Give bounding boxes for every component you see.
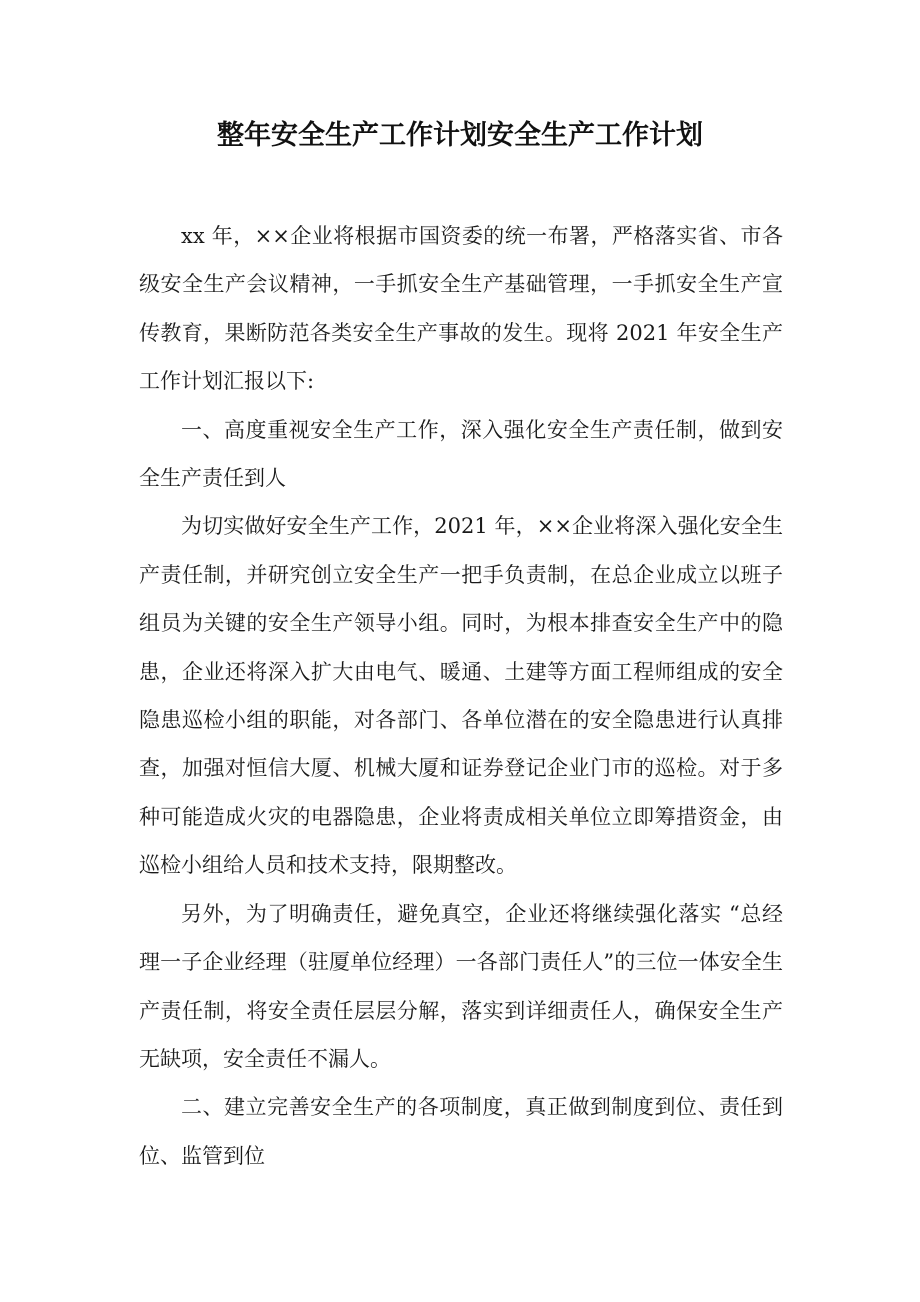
document-title: 整年安全生产工作计划安全生产工作计划 [217, 120, 703, 151]
paragraph-accountability: 另外，为了明确责任，避免真空，企业还将继续强化落实 “总经理一子企业经理（驻厦单位经理）一各部门责任人”的三位一体安全生产责任制，将安全责任层层分解，落实到详细责任人，确保安全生产无缺项，安全责任不漏人。 [139, 901, 783, 1071]
section-heading-one: 一、高度重视安全生产工作，深入强化安全生产责任制，做到安全生产责任到人 [139, 417, 783, 491]
document-body [139, 212, 783, 1180]
section-heading-two: 二、建立完善安全生产的各项制度，真正做到制度到位、责任到位、监管到位 [139, 1095, 783, 1168]
paragraph-intro: xx 年，××企业将根据市国资委的统一布署，严格落实省、市各级安全生产会议精神，一手抓安全生产基础管理，一手抓安全生产宣传教育，果断防范各类安全生产事故的发生。现将 2021 年安全生产工作计划汇报以下: [139, 224, 783, 394]
paragraph-responsibility: 为切实做好安全生产工作，2021 年，××企业将深入强化安全生产责任制，并研究创立安全生产一把手负责制，在总企业成立以班子组员为关键的安全生产领导小组。同时，为根本排查安全生产中的隐患，企业还将深入扩大由电气、暖通、土建等方面工程师组成的安全隐患巡检小组的职能，对各部门、各单位潜在的安全隐患进行认真排查，加强对恒信大厦、机械大厦和证券登记企业门市的巡检。对于多种可能造成火灾的电器隐患，企业将责成相关单位立即筹措资金，由巡检小组给人员和技术支持，限期整改。 [139, 514, 783, 878]
